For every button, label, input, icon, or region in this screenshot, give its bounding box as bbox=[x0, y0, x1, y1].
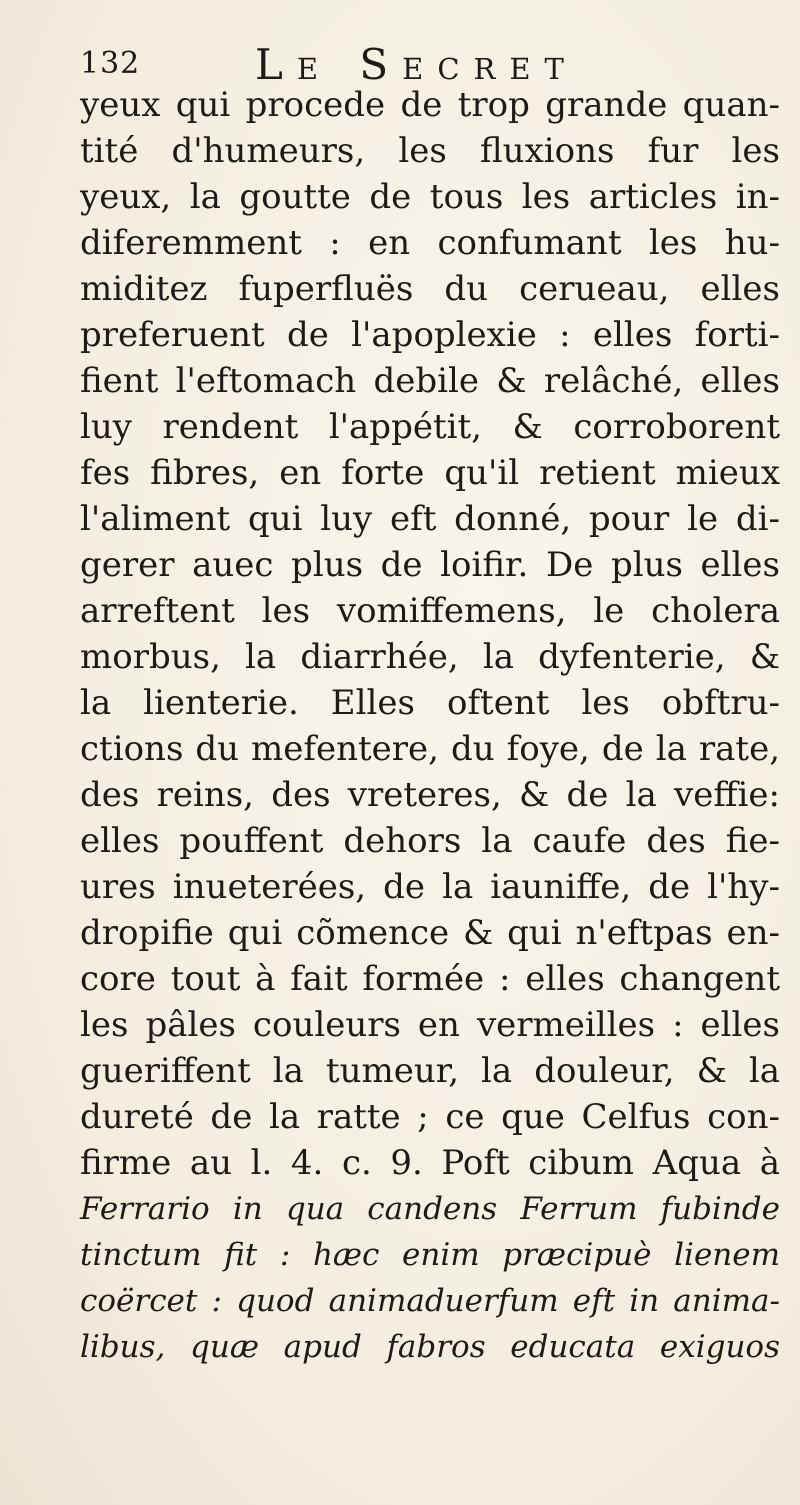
text-line: core tout à fait formée : elles changent bbox=[80, 959, 780, 999]
text-line: arreftent les vomiffemens, le cholera bbox=[80, 591, 780, 631]
page-number: 132 bbox=[80, 46, 141, 81]
text-line: yeux qui procede de trop grande quan- bbox=[80, 85, 780, 125]
text-line: gerer auec plus de loifir. De plus elles bbox=[80, 545, 780, 585]
text-line: les pâles couleurs en vermeilles : elles bbox=[80, 1005, 780, 1045]
text-line: ctions du mefentere, du foye, de la rate, bbox=[80, 729, 780, 769]
text-line: gueriffent la tumeur, la douleur, & la bbox=[80, 1051, 780, 1091]
text-line: ures inueterées, de la iauniffe, de l'hy- bbox=[80, 867, 780, 907]
text-line: miditez fuperfluës du cerueau, elles bbox=[80, 269, 780, 309]
text-line: preferuent de l'apoplexie : elles forti- bbox=[80, 315, 780, 355]
latin-quote-line: libus, quæ apud fabros educata exiguos bbox=[80, 1329, 780, 1365]
text-line: fient l'eftomach debile & relâché, elles bbox=[80, 361, 780, 401]
text-line: diferemment : en confumant les hu- bbox=[80, 223, 780, 263]
latin-quote-line: tinctum fit : hæc enim præcipuè lienem bbox=[80, 1237, 780, 1273]
text-line: l'aliment qui luy eft donné, pour le di- bbox=[80, 499, 780, 539]
text-line: la lienterie. Elles oftent les obftru- bbox=[80, 683, 780, 723]
text-line: tité d'humeurs, les fluxions fur les bbox=[80, 131, 780, 171]
text-line: dureté de la ratte ; ce que Celfus con- bbox=[80, 1097, 780, 1137]
text-line: des reins, des vreteres, & de la veffie: bbox=[80, 775, 780, 815]
text-line: dropifie qui cõmence & qui n'eftpas en- bbox=[80, 913, 780, 953]
text-line: elles pouffent dehors la caufe des fie- bbox=[80, 821, 780, 861]
text-line: yeux, la goutte de tous les articles in- bbox=[80, 177, 780, 217]
text-line: fes fibres, en forte qu'il retient mieux bbox=[80, 453, 780, 493]
latin-quote-line: Ferrario in qua candens Ferrum fubinde bbox=[80, 1191, 780, 1227]
page-body bbox=[80, 82, 780, 1370]
latin-quote-line: coërcet : quod animaduerfum eft in anima- bbox=[80, 1283, 780, 1319]
text-line: firme au l. 4. c. 9. Poft cibum Aqua à bbox=[80, 1143, 780, 1183]
running-title: Le Secret bbox=[255, 40, 578, 89]
text-line: morbus, la diarrhée, la dyfenterie, & bbox=[80, 637, 780, 677]
text-line: luy rendent l'appétit, & corroborent bbox=[80, 407, 780, 447]
